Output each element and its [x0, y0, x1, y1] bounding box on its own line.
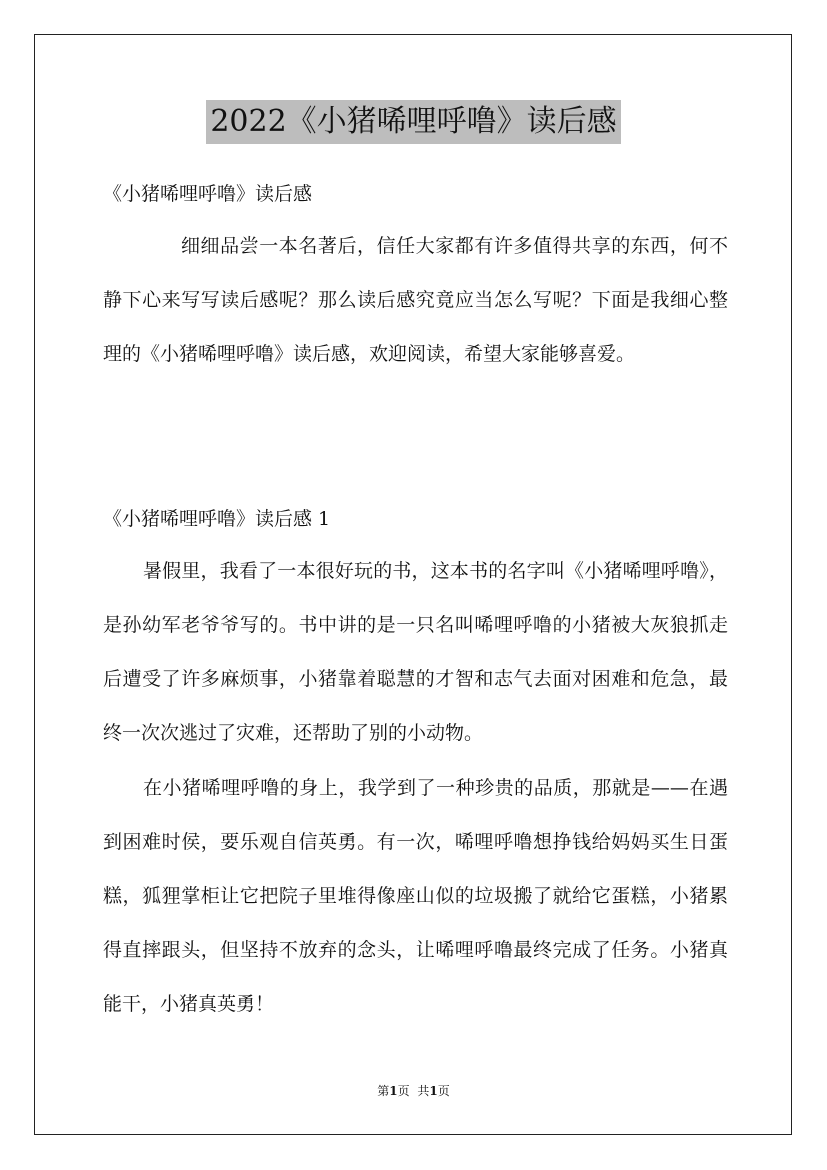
body-paragraph-2: 在小猪唏哩呼噜的身上，我学到了一种珍贵的品质，那就是——在遇到困难时侯，要乐观自信英勇。有一次，唏哩呼噜想挣钱给妈妈买生日蛋糕，狐狸掌柜让它把院子里堆得像座山似的垃圾搬了就给它蛋糕，小猪累得直摔跟头，但坚持不放弃的念头，让唏哩呼噜最终完成了任务。小猪真能干，小猪真英勇！	[103, 777, 728, 1015]
footer-page-prefix: 第	[377, 1084, 390, 1098]
footer-total-suffix: 页	[437, 1084, 450, 1098]
document-subtitle: 《小猪唏哩呼噜》读后感	[103, 183, 313, 205]
document-title-text: 2022《小猪唏哩呼噜》读后感	[206, 100, 620, 144]
document-title	[0, 100, 827, 144]
footer-page-total: 1	[429, 1084, 438, 1098]
footer-total-prefix: 共	[417, 1084, 430, 1098]
intro-paragraph: 细细品尝一本名著后，信任大家都有许多值得共享的东西，何不静下心来写写读后感呢？那么读后感究竟应当怎么写呢？下面是我细心整理的《小猪唏哩呼噜》读后感，欢迎阅读，希望大家能够喜爱。	[103, 235, 728, 365]
body-paragraph-1: 暑假里，我看了一本很好玩的书，这本书的名字叫《小猪唏哩呼噜》，是孙幼军老爷爷写的。书中讲的是一只名叫唏哩呼噜的小猪被大灰狼抓走后遭受了许多麻烦事，小猪靠着聪慧的才智和志气去面对困难和危急，最终一次次逃过了灾难，还帮助了别的小动物。	[103, 560, 728, 744]
footer-page-suffix: 页	[397, 1084, 410, 1098]
footer-page-current: 1	[389, 1084, 398, 1098]
page-footer	[0, 1083, 827, 1099]
section-heading: 《小猪唏哩呼噜》读后感 1	[103, 508, 331, 530]
